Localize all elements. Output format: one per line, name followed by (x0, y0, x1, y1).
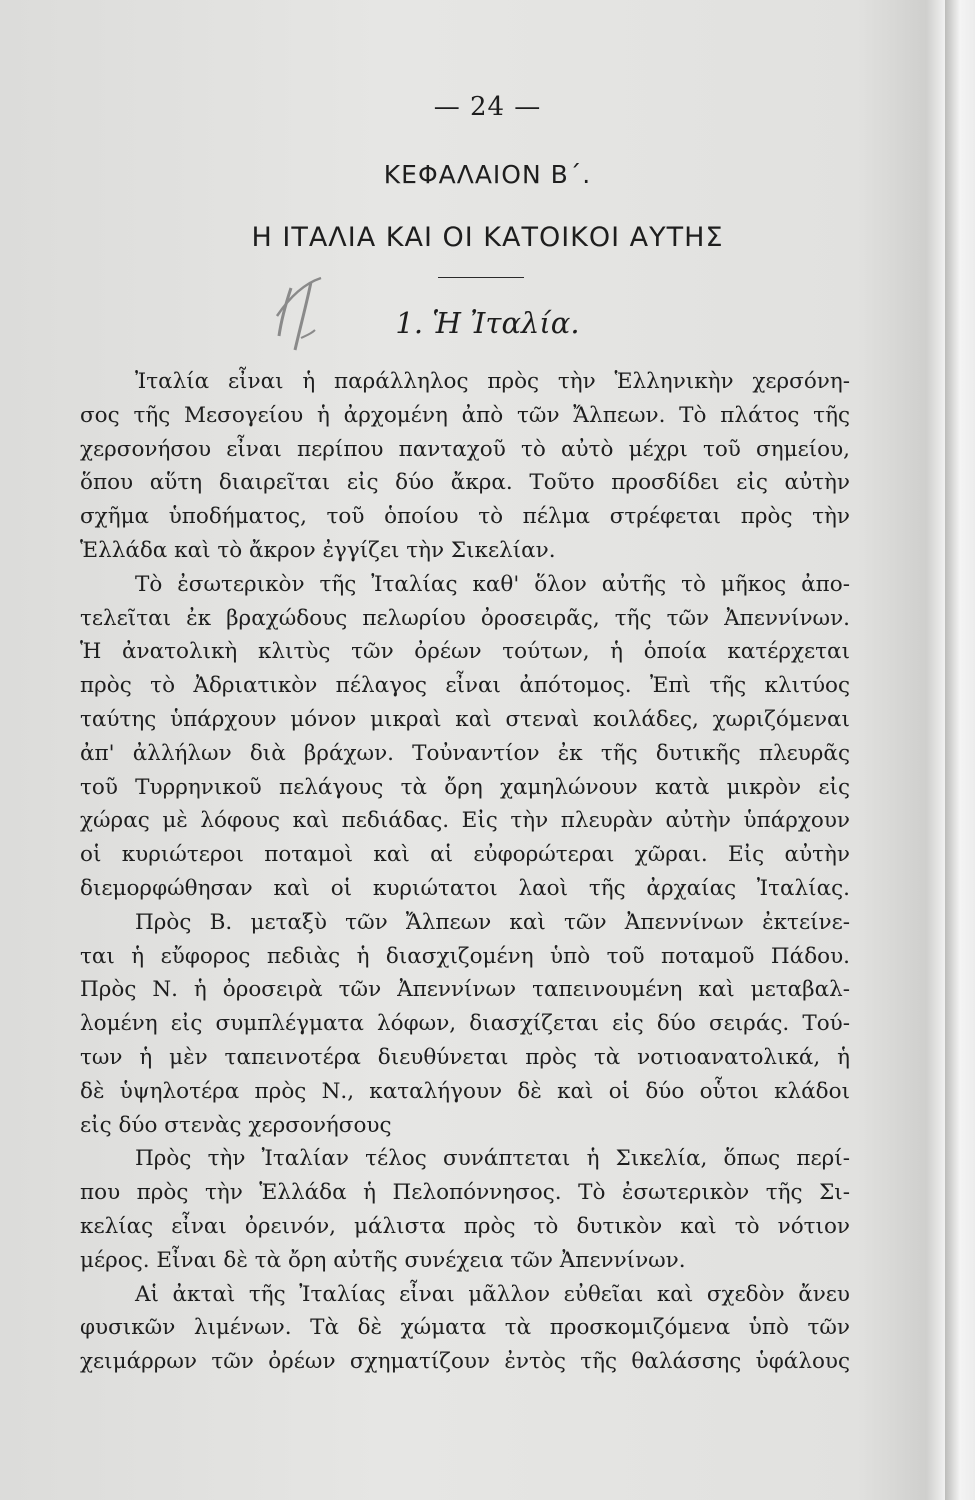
text-line: χώρας μὲ λόφους καὶ πεδιάδας. Εἰς τὴν πλευρὰν αὐτὴν ὑπάρχουν (80, 808, 850, 834)
text-line: χερσονήσου εἶναι περίπου πανταχοῦ τὸ αὐτὸ μέχρι τοῦ σημείου, (80, 436, 850, 462)
text-line: ἀπ' ἀλλήλων διὰ βράχων. Τοὐναντίον ἐκ τῆς δυτικῆς πλευρᾶς (80, 740, 850, 766)
text-line: μέρος. Εἶναι δὲ τὰ ὄρη αὐτῆς συνέχεια τῶν Ἀπεννίνων. (80, 1247, 686, 1273)
text-line: Ἑλλάδα καὶ τὸ ἄκρον ἐγγίζει τὴν Σικελίαν. (80, 537, 556, 563)
text-line: τοῦ Τυρρηνικοῦ πελάγους τὰ ὄρη χαμηλώνουν κατὰ μικρὸν εἰς (80, 774, 850, 800)
text-line: διεμορφώθησαν καὶ οἱ κυριώτατοι λαοὶ τῆς ἀρχαίας Ἰταλίας. (80, 875, 850, 901)
text-line: ὅπου αὕτη διαιρεῖται εἰς δύο ἄκρα. Τοῦτο προσδίδει εἰς αὐτὴν (80, 470, 850, 496)
text-line: Πρὸς τὴν Ἰταλίαν τέλος συνάπτεται ἡ Σικελία, ὅπως περί- (135, 1146, 850, 1172)
chapter-title: Η ΙΤΑΛΙΑ ΚΑΙ ΟΙ ΚΑΤΟΙΚΟΙ ΑΥΤΗΣ (251, 222, 724, 253)
text-line: χειμάρρων τῶν ὀρέων σχηματίζουν ἐντὸς τῆς θαλάσσης ὑφάλους (80, 1349, 850, 1375)
text-line: Αἱ ἀκταὶ τῆς Ἰταλίας εἶναι μᾶλλον εὐθεῖαι καὶ σχεδὸν ἄνευ (135, 1281, 850, 1307)
text-line: Τὸ ἐσωτερικὸν τῆς Ἰταλίας καθ' ὅλον αὐτῆς τὸ μῆκος ἀπο- (135, 571, 850, 597)
text-line: Πρὸς Ν. ἡ ὀροσειρὰ τῶν Ἀπεννίνων ταπεινουμένη καὶ μεταβαλ- (80, 977, 850, 1003)
text-line: δὲ ὑψηλοτέρα πρὸς Ν., καταλήγουν δὲ καὶ οἱ δύο οὗτοι κλάδοι (80, 1078, 850, 1104)
text-line: ται ἡ εὔφορος πεδιὰς ἡ διασχιζομένη ὑπὸ τοῦ ποταμοῦ Πάδου. (80, 943, 850, 969)
text-line: κελίας εἶναι ὀρεινόν, μάλιστα πρὸς τὸ δυτικὸν καὶ τὸ νότιον (80, 1213, 850, 1239)
text-line: ταύτης ὑπάρχουν μόνον μικραὶ καὶ στεναὶ κοιλάδες, χωριζόμεναι (80, 706, 850, 732)
text-line: Ἰταλία εἶναι ἡ παράλληλος πρὸς τὴν Ἑλληνικὴν χερσόνη- (135, 369, 850, 394)
text-line: που πρὸς τὴν Ἑλλάδα ἡ Πελοπόννησος. Τὸ ἐσωτερικὸν τῆς Σι- (80, 1180, 850, 1206)
body-text (80, 365, 850, 1379)
text-line: σος τῆς Μεσογείου ἡ ἀρχομένη ἀπὸ τῶν Ἄλπεων. Τὸ πλάτος τῆς (80, 402, 850, 428)
text-line: Ἡ ἀνατολικὴ κλιτὺς τῶν ὀρέων τούτων, ἡ ὁποία κατέρχεται (80, 639, 850, 665)
text-line: πρὸς τὸ Ἀδριατικὸν πέλαγος εἶναι ἀπότομος. Ἐπὶ τῆς κλιτύος (80, 673, 850, 699)
text-line: σχῆμα ὑποδήματος, τοῦ ὁποίου τὸ πέλμα στρέφεται πρὸς τὴν (80, 504, 850, 530)
text-line: Πρὸς Β. μεταξὺ τῶν Ἄλπεων καὶ τῶν Ἀπεννίνων ἐκτείνε- (135, 909, 850, 935)
text-line: οἱ κυριώτεροι ποταμοὶ καὶ αἱ εὐφορώτεραι χῶραι. Εἰς αὐτὴν (80, 842, 850, 868)
text-line: τελεῖται ἐκ βραχώδους πελωρίου ὀροσειρᾶς, τῆς τῶν Ἀπεννίνων. (80, 605, 850, 631)
section-heading: 1. Ἡ Ἰταλία. (395, 306, 580, 340)
text-line: εἰς δύο στενὰς χερσονήσους (80, 1112, 392, 1138)
text-line: φυσικῶν λιμένων. Τὰ δὲ χώματα τὰ προσκομιζόμενα ὑπὸ τῶν (80, 1315, 850, 1341)
title-divider (438, 277, 524, 278)
page-number: — 24 — (433, 92, 542, 122)
chapter-label: ΚΕΦΑΛΑΙΟΝ Β΄. (383, 160, 592, 189)
text-line: των ἡ μὲν ταπεινοτέρα διευθύνεται πρὸς τὰ νοτιοανατολικά, ἡ (80, 1044, 850, 1070)
text-line: λομένη εἰς συμπλέγματα λόφων, διασχίζεται εἰς δύο σειράς. Τού- (80, 1011, 850, 1037)
